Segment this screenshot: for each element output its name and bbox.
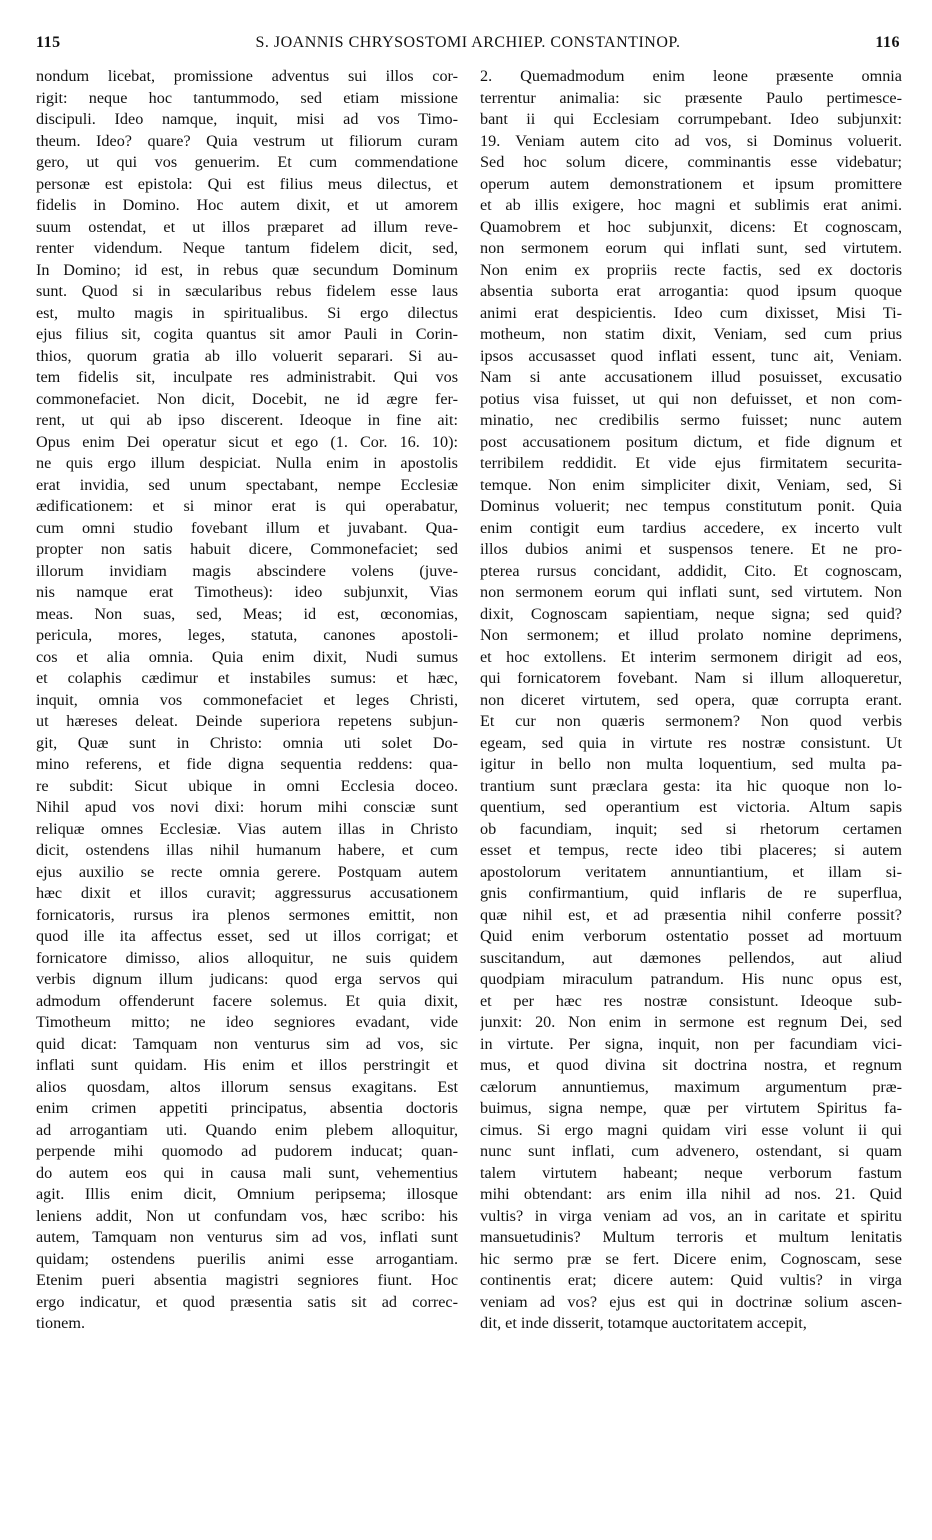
text-line: ejus filius sit, cogita quantus sit amor Pauli in Corin- bbox=[36, 325, 458, 343]
text-line: dit, et inde disserit, totamque auctoritatem accepit, bbox=[480, 1314, 807, 1332]
text-line: illos dubios animi et suspensos tenere. Et ne pro- bbox=[480, 540, 902, 558]
text-line: erat invidia, sed unum spectabant, nempe Ecclesiæ bbox=[36, 475, 458, 494]
text-line: commonefaciet. Non dicit, Docebit, ne id ægre fer- bbox=[36, 389, 458, 408]
text-line: alios quosdam, altos illorum sensus exagitans. Est bbox=[36, 1077, 458, 1096]
text-line: reliquæ omnes Ecclesiæ. Vias autem illas in Christo bbox=[36, 819, 458, 838]
text-line: rent, ut qui ab ipso discerent. Ideoque in fine ait: bbox=[36, 411, 458, 429]
text-line: talem virtutem habeant; neque verborum fastum bbox=[480, 1163, 902, 1182]
text-line: nunc sunt inflati, cum advenero, ostendant, si quam bbox=[480, 1142, 902, 1160]
text-line: hic sermo præ se fert. Dicere enim, Cognoscam, sese bbox=[480, 1249, 902, 1268]
text-line: non diceret virtutem, sed opera, quæ corrupta erant. bbox=[480, 690, 902, 709]
text-line: thios, quorum gratia ab illo voluerit separari. Si au- bbox=[36, 346, 458, 365]
text-line: suum ostendat, et ut illos præparet ad illum reve- bbox=[36, 217, 458, 236]
text-line: Opus enim Dei operatur sicut et ego (1. Cor. 16. 10): bbox=[36, 432, 458, 451]
text-line: quid dicat: Tamquam non venturus sim ad vos, sic bbox=[36, 1034, 458, 1053]
text-line: enim contigit eum tardius accedere, ex incerto vult bbox=[480, 518, 902, 537]
text-line: quæ nihil est, et ad præsentia nihil conferre possit? bbox=[480, 905, 902, 924]
text-line: 2. Quemadmodum enim leone præsente omnia bbox=[480, 67, 902, 85]
text-line: nondum licebat, promissione adventus sui illos cor- bbox=[36, 67, 458, 85]
text-line: et hoc extollens. Et interim sermonem dirigit ad eos, bbox=[480, 647, 902, 666]
text-line: minatio, nec credibilis sermo fuisset; nunc autem bbox=[480, 411, 902, 429]
text-line: potius visa fuisset, ut qui non defuisset, et non com- bbox=[480, 389, 902, 408]
text-line: nis namque erat Timotheus): ideo subjunxit, Vias bbox=[36, 583, 458, 601]
text-line: suscitandum, aut dæmones pellendos, aut aliud bbox=[480, 948, 902, 967]
text-line: trantium sunt præclara gesta: ita hic quoque non lo- bbox=[480, 776, 902, 795]
text-line: cimus. Si ergo magni quidam viri esse volunt ii qui bbox=[480, 1120, 902, 1139]
text-line: pericula, mores, leges, statuta, canones apostoli- bbox=[36, 626, 458, 644]
text-line: buimus, signa nempe, quæ per virtutem Spiritus fa- bbox=[480, 1099, 902, 1117]
text-line: Timotheum mitto; ne ideo segniores evadant, vide bbox=[36, 1013, 458, 1031]
text-line: In Domino; id est, in rebus quæ secundum Dominum bbox=[36, 260, 458, 279]
text-line: mus, et quod divina sit doctrina nostra, et regnum bbox=[480, 1056, 902, 1074]
text-line: et colaphis cædimur et instabiles sumus: et hæc, bbox=[36, 669, 458, 687]
text-line: dicit, ostendens illas nihil humanum habere, et cum bbox=[36, 841, 458, 859]
text-line: Etenim pueri absentia magistri segniores fiunt. Hoc bbox=[36, 1271, 458, 1289]
text-line: Non enim ex propriis recte factis, sed ex doctoris bbox=[480, 260, 902, 279]
text-line: renter videndum. Neque tantum fidelem dicit, sed, bbox=[36, 239, 458, 257]
text-line: tionem. bbox=[36, 1314, 86, 1332]
text-line: terrentur animalia: sic præsente Paulo pertimesce- bbox=[480, 88, 902, 107]
text-line: ipsos accusasset quod inflati essent, tunc ait, Veniam. bbox=[480, 346, 902, 365]
text-line: est, multo magis in spiritualibus. Si ergo dilectus bbox=[36, 303, 458, 322]
text-line: quidam; ostendens puerilis animi esse arrogantiam. bbox=[36, 1249, 458, 1268]
text-line: in virtute. Per signa, inquit, non per facundiam vici- bbox=[480, 1034, 902, 1053]
text-line: qui fornicatorem fovebant. Nam si illum alloqueretur, bbox=[480, 669, 902, 687]
text-line: propter non satis habuit dicere, Commonefaciet; sed bbox=[36, 540, 458, 558]
text-line: Quid enim verborum ostentatio posset ad mortuum bbox=[480, 927, 902, 945]
text-line: perpende mihi quomodo ad pudorem inducat; quan- bbox=[36, 1142, 458, 1160]
text-line: temque. Non enim simpliciter dixit, Veniam, sed, Si bbox=[480, 475, 902, 494]
text-line: verbis dignum illum judicans: quod erga servos qui bbox=[36, 970, 458, 988]
text-line: animi erat despicientis. Ideo cum dixisset, Misi Ti- bbox=[480, 303, 902, 322]
text-line: mihi obtendant: ars enim illa nihil ad nos. 21. Quid bbox=[480, 1185, 902, 1203]
text-line: inflati sunt quidam. His enim et illos perstringit et bbox=[36, 1056, 458, 1074]
text-line: discipuli. Ideo namque, inquit, misi ad vos Timo- bbox=[36, 110, 458, 128]
left-column bbox=[36, 66, 458, 1335]
text-line: ergo indicatur, et quod præsentia satis sit ad correc- bbox=[36, 1292, 458, 1311]
text-line: admodum offenderunt facere solemus. Et quia dixit, bbox=[36, 991, 458, 1010]
text-line: tem fidelis sit, inculpate res administrabit. Qui vos bbox=[36, 368, 458, 386]
text-line: Nihil apud vos novi dixi: horum mihi consciæ sunt bbox=[36, 798, 458, 816]
running-title: S. JOANNIS CHRYSOSTOMI ARCHIEP. CONSTANTINOP. bbox=[255, 34, 681, 51]
text-line: fornicatore dimisso, alios alloquitur, ne suis quidem bbox=[36, 948, 458, 967]
text-line: igitur in bello non multa loquentium, sed multa pa- bbox=[480, 755, 902, 773]
text-line: junxit: 20. Non enim in sermone est regnum Dei, sed bbox=[480, 1013, 902, 1031]
text-line: Nam si ante accusationem illud posuisset, excusatio bbox=[480, 368, 902, 386]
text-line: fornicatoris, rursus ira plenos sermones emittit, non bbox=[36, 905, 458, 924]
text-line: non sermonem eorum qui inflati sunt, sed virtutem. Non bbox=[480, 583, 902, 601]
text-line: Dominus voluerit; nec tempus constitutum ponit. Quia bbox=[480, 497, 902, 515]
text-line: Quamobrem et hoc subjunxit, dicens: Et cognoscam, bbox=[480, 217, 902, 236]
text-line: ne quis ergo illum despiciat. Nulla enim in apostolis bbox=[36, 454, 458, 472]
text-line: quod ille ita affectus esset, sed ut illos corrigat; et bbox=[36, 927, 458, 945]
text-line: cum omni studio fovebant illum et juvabant. Qua- bbox=[36, 518, 458, 537]
text-line: inquit, omnia vos commonefaciet et leges Christi, bbox=[36, 690, 458, 709]
page-number-left: 115 bbox=[36, 34, 61, 51]
text-line: et per hæc res nostræ consistunt. Ideoque sub- bbox=[480, 991, 902, 1010]
text-line: egeam, sed quia in virtute res nostræ consistunt. Ut bbox=[480, 733, 902, 752]
text-line: fidelis in Domino. Hoc autem dixit, et ut amorem bbox=[36, 196, 458, 214]
text-line: dixit, Cognoscam sapientiam, neque signa; sed quid? bbox=[480, 604, 902, 623]
text-line: sunt. Quod si in sæcularibus rebus fidelem esse laus bbox=[36, 282, 458, 300]
text-line: vultis? in virga veniam ad vos, an in caritate et spiritu bbox=[480, 1206, 902, 1225]
text-line: et ab illis exigere, hoc magni et sublimis erat animi. bbox=[480, 196, 902, 214]
right-column bbox=[480, 66, 902, 1335]
text-line: Et cur non quæris sermonem? Non quod verbis bbox=[480, 712, 902, 730]
text-line: hæc dixit et illos curavit; aggressurus accusationem bbox=[36, 884, 458, 902]
text-line: esset et tempus, recte ideo tibi placeres; si autem bbox=[480, 841, 902, 859]
page-number-right: 116 bbox=[875, 34, 900, 51]
text-line: ob facundiam, inquit; sed si rhetorum certamen bbox=[480, 819, 902, 838]
text-line: theum. Ideo? quare? Quia vestrum ut filiorum curam bbox=[36, 131, 458, 150]
text-line: autem, Tamquam non venturus sim ad vos, inflati sunt bbox=[36, 1228, 458, 1246]
text-line: leniens addit, Non ut confundam vos, hæc scribo: his bbox=[36, 1206, 458, 1225]
text-line: Sed hoc solum dicere, comminantis esse videbatur; bbox=[480, 153, 902, 171]
text-line: do autem eos qui in causa mali sunt, vehementius bbox=[36, 1163, 458, 1182]
text-line: apostolorum veritatem annuntiantium, et illam si- bbox=[480, 862, 902, 881]
text-line: bant ii qui Ecclesiam corrumpebant. Ideo subjunxit: bbox=[480, 110, 902, 128]
text-line: gnis confirmantium, quid inflaris de re superflua, bbox=[480, 884, 902, 902]
text-line: ut hæreses deleat. Deinde superiora repetens subjun- bbox=[36, 712, 458, 730]
text-line: quentium, sed operantium est victoria. Altum sapis bbox=[480, 798, 902, 816]
text-line: ædificationem: et si minor erat is qui operabatur, bbox=[36, 497, 458, 515]
text-line: personæ est epistola: Qui est filius meus dilectus, et bbox=[36, 174, 458, 193]
text-line: Non sermonem; et illud prolato nomine deprimens, bbox=[480, 626, 902, 644]
text-line: ejus auxilio se recte omnia gerere. Postquam autem bbox=[36, 862, 458, 881]
text-line: gero, ut qui vos genuerim. Et cum commendatione bbox=[36, 153, 458, 171]
text-line: absentia suborta erat arrogantia: quod ipsum quoque bbox=[480, 282, 902, 300]
text-line: pterea rursus concidant, addidit, Cito. Et cognoscam, bbox=[480, 561, 902, 580]
text-line: rigit: neque hoc tantummodo, sed etiam missione bbox=[36, 88, 458, 107]
text-line: ad arrogantiam uti. Quando enim plebem alloquitur, bbox=[36, 1120, 458, 1139]
text-line: meas. Non suas, sed, Meas; id est, œconomias, bbox=[36, 604, 458, 623]
text-line: git, Quæ sunt in Christo: omnia uti solet Do- bbox=[36, 733, 458, 752]
text-line: mino referens, et fide digna sequentia reddens: qua- bbox=[36, 755, 458, 773]
text-line: continentis erat; dicere autem: Quid vultis? in virga bbox=[480, 1271, 902, 1289]
text-line: cælorum annuntiemus, maximum argumentum præ- bbox=[480, 1077, 902, 1096]
text-line: 19. Veniam autem cito ad vos, si Dominus voluerit. bbox=[480, 131, 902, 150]
text-line: cos et alia omnia. Quia enim dixit, Nudi sumus bbox=[36, 647, 458, 666]
text-line: re subdit: Sicut ubique in omni Ecclesia doceo. bbox=[36, 776, 458, 795]
text-line: veniam ad vos? ejus est qui in doctrinæ solium ascen- bbox=[480, 1292, 902, 1311]
text-line: terribilem reddidit. Et vide ejus firmitatem securita- bbox=[480, 454, 902, 472]
text-line: motheum, non statim dixit, Veniam, sed cum prius bbox=[480, 325, 902, 343]
text-line: operum autem demonstrationem et ipsum promittere bbox=[480, 174, 902, 193]
text-line: enim crimen appetiti principatus, absentia doctoris bbox=[36, 1099, 458, 1117]
text-line: agit. Illis enim dicit, Omnium peripsema; illosque bbox=[36, 1185, 458, 1203]
text-line: illorum invidiam magis abscindere volens (juve- bbox=[36, 561, 458, 580]
text-line: mansuetudinis? Multum terroris et multum lenitatis bbox=[480, 1228, 902, 1246]
text-line: non sermonem eorum qui inflati sunt, sed virtutem. bbox=[480, 239, 902, 257]
text-line: post accusationem positum dictum, et fide dignum et bbox=[480, 432, 902, 451]
running-header bbox=[36, 34, 900, 56]
text-line: quodpiam miraculum patrandum. His nunc opus est, bbox=[480, 970, 902, 988]
